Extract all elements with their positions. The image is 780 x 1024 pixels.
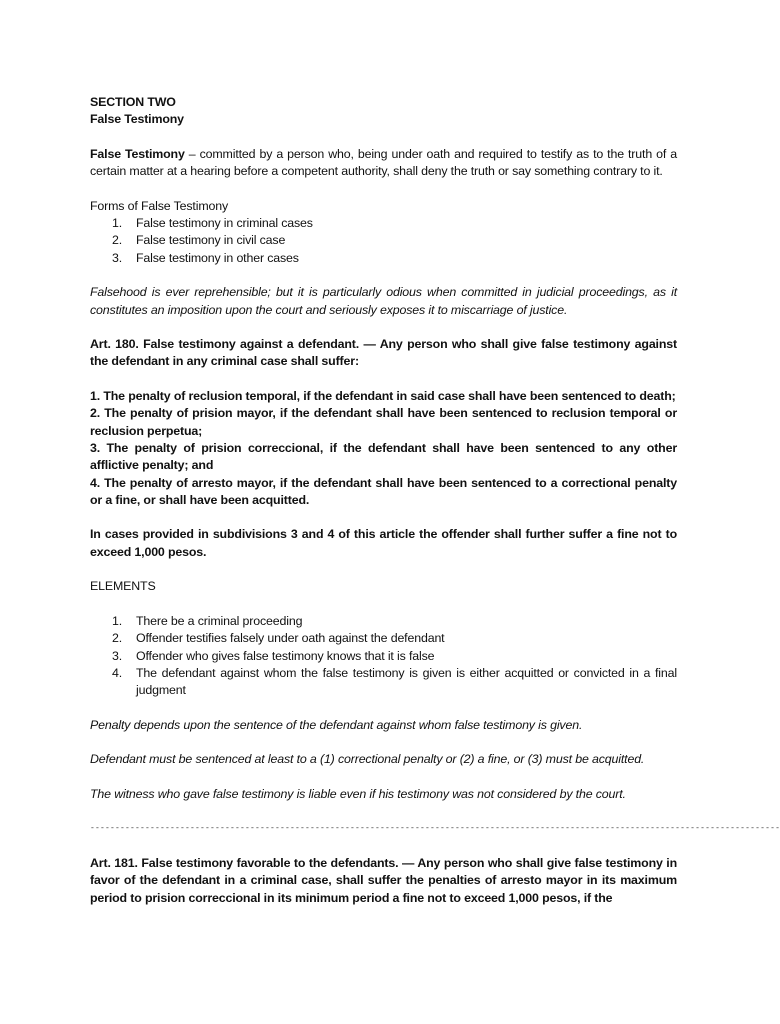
penalty-item: 2. The penalty of prision mayor, if the defendant shall have been sentenced to reclusion temporal or reclusion perpetua;	[90, 406, 677, 438]
list-item: 4. The defendant against whom the false testimony is given is either acquitted or convicted in a final judgment	[112, 665, 677, 698]
art180-fine: In cases provided in subdivisions 3 and 4 of this article the offender shall further suffer a fine not to exceed 1,000 pesos.	[90, 527, 677, 559]
list-item: 1. False testimony in criminal cases	[112, 216, 313, 231]
elements-heading: ELEMENTS	[90, 579, 156, 594]
note-defendant: Defendant must be sentenced at least to a (1) correctional penalty or (2) a fine, or (3) must be acquitted.	[90, 752, 645, 767]
commentary-note: Falsehood is ever reprehensible; but it is particularly odious when committed in judicial proceedings, as it constitutes an imposition upon the court and seriously exposes it to miscarriage of justice.	[90, 285, 677, 317]
list-item: 2. False testimony in civil case	[112, 233, 286, 248]
section-divider: ------------------------------------------------------------------------------------------------------------------------------------------	[90, 824, 780, 834]
document-page	[90, 94, 780, 907]
forms-list	[90, 215, 677, 267]
elements-list	[90, 613, 677, 699]
art181-text: Art. 181. False testimony favorable to the defendants. — Any person who shall give false testimony in favor of the defendant in a criminal case, shall suffer the penalties of arresto mayor in its maximum period to prision correccional in its minimum period a fine not to exceed 1,000 pesos, if the	[90, 856, 677, 905]
forms-heading: Forms of False Testimony	[90, 198, 229, 213]
list-item: 1. There be a criminal proceeding	[112, 613, 303, 628]
note-witness: The witness who gave false testimony is liable even if his testimony was not considered by the court.	[90, 786, 626, 801]
penalty-item: 1. The penalty of reclusion temporal, if the defendant in said case shall have been sentenced to death;	[90, 389, 676, 404]
penalty-item: 3. The penalty of prision correccional, if the defendant shall have been sentenced to any other afflictive penalty; and	[90, 440, 677, 473]
list-item: 3. Offender who gives false testimony knows that it is false	[112, 648, 435, 663]
list-item: 2. Offender testifies falsely under oath against the defendant	[112, 631, 445, 646]
art180-intro: Art. 180. False testimony against a defendant. — Any person who shall give false testimony against the defendant in any criminal case shall suffer:	[90, 337, 677, 369]
definition-paragraph	[90, 146, 677, 181]
definition-text: – committed by a person who, being under oath and required to testify as to the truth of a certain matter at a hearing before a competent authority, shall deny the truth or say something contrary to it.	[90, 146, 677, 179]
art180-penalties	[90, 388, 677, 509]
penalty-item: 4. The penalty of arresto mayor, if the defendant shall have been sentenced to a correctional penalty or a fine, or shall have been acquitted.	[90, 475, 677, 507]
definition-term: False Testimony	[90, 146, 185, 161]
section-title: False Testimony	[90, 112, 184, 127]
note-penalty: Penalty depends upon the sentence of the defendant against whom false testimony is given.	[90, 717, 583, 732]
section-number: SECTION TWO	[90, 95, 176, 109]
list-item: 3. False testimony in other cases	[112, 250, 299, 265]
